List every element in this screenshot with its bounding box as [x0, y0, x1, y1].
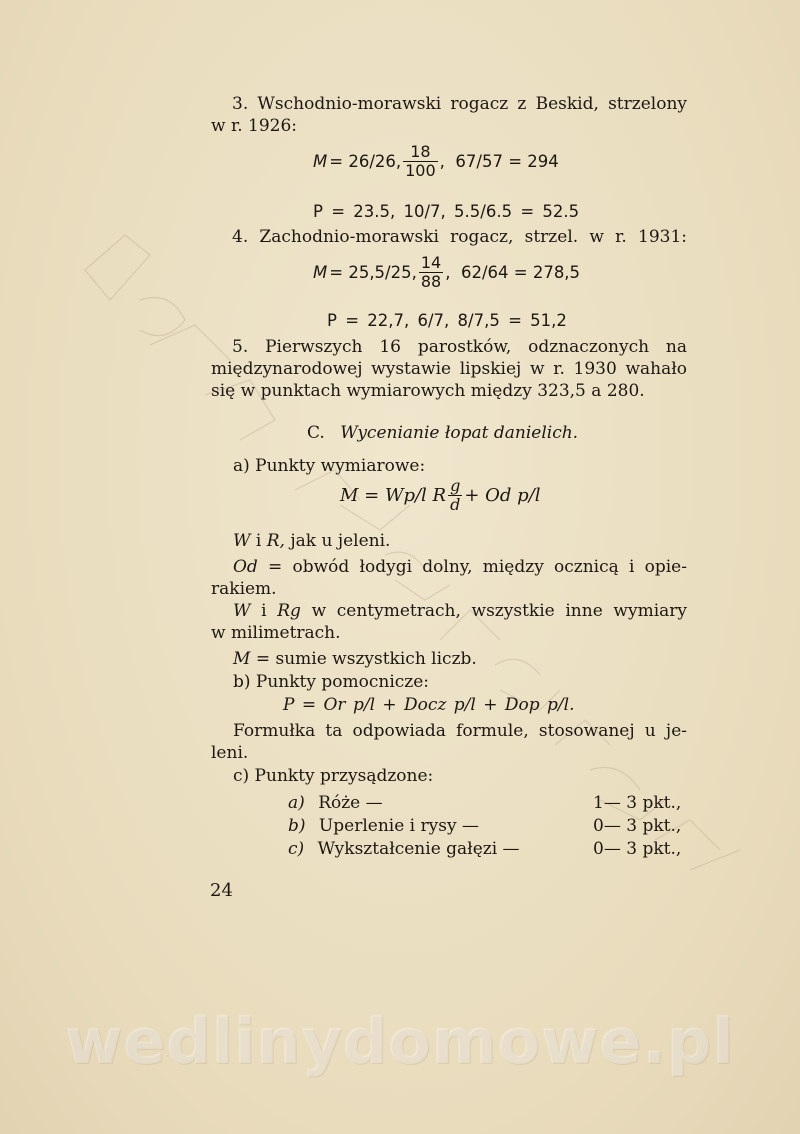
section4-m-formula	[313, 254, 580, 291]
section3-p-formula: P = 23.5, 10/7, 5.5/6.5 = 52.5	[313, 202, 580, 221]
item-label: Róże —	[318, 793, 383, 813]
section4-line1: 4. Zachodnio-morawski rogacz, strzel. w r. 1931:	[232, 227, 687, 247]
formulka-line2: leni.	[211, 743, 249, 763]
fraction-numerator: 18	[410, 142, 431, 161]
section-c-c-label: c) Punkty przysądzone:	[233, 766, 434, 786]
section-c-a-label: a) Punkty wymiarowe:	[233, 456, 426, 476]
m-rest: , 67/57 = 294	[439, 152, 559, 171]
connector-text: i	[250, 601, 278, 621]
var-r: R,	[266, 531, 285, 551]
heading-prefix: C.	[307, 423, 325, 443]
section-c-heading	[307, 422, 578, 444]
od-definition-line1	[233, 556, 687, 578]
section-c-b-formula: P = Or p/l + Docz p/l + Dop p/l.	[283, 695, 575, 715]
m-fraction	[403, 143, 438, 180]
fraction-denominator: 88	[420, 272, 442, 291]
fraction-denominator: d	[450, 495, 461, 514]
var-w: W	[233, 601, 251, 621]
connector-text: i	[250, 531, 267, 551]
formula-lhs: M = Wp/l R	[340, 485, 447, 506]
definition-text: = obwód łodygi dolny, między ocznicą i opie-	[257, 557, 687, 577]
section3-m-formula	[313, 143, 559, 180]
definition-text: jak u jeleni.	[284, 531, 391, 551]
var-m: M	[233, 649, 251, 669]
units-definition-line2: w milimetrach.	[211, 623, 341, 643]
formula-fraction	[448, 477, 462, 514]
item-letter: c)	[288, 839, 305, 859]
section3-line1: 3. Wschodnio-morawski rogacz z Beskid, strzelony	[232, 94, 687, 114]
item-label: Uperlenie i rysy —	[318, 816, 479, 836]
var-w: W	[233, 531, 251, 551]
m-eq: = 26/26,	[329, 152, 402, 171]
item-label: Wykształcenie gałęzi —	[317, 839, 520, 859]
item-letter: b)	[288, 816, 306, 836]
watermark: wedlinydomowe.pl	[65, 1005, 735, 1078]
section5-line1: 5. Pierwszych 16 parostków, odznaczonych na	[232, 337, 687, 357]
section4-p-formula: P = 22,7, 6/7, 8/7,5 = 51,2	[327, 311, 567, 330]
units-definition-line1	[233, 600, 687, 622]
heading-title: Wycenianie łopat danielich.	[340, 423, 579, 443]
fraction-numerator: g	[450, 476, 461, 495]
page-number: 24	[210, 880, 233, 901]
section-c-b-label: b) Punkty pomocnicze:	[233, 672, 430, 692]
list-item	[288, 792, 383, 814]
m-var: M	[313, 152, 328, 171]
section-c-main-formula	[340, 477, 540, 514]
item-points: 0— 3 pkt.,	[593, 816, 682, 836]
section3-line2: w r. 1926:	[211, 116, 298, 136]
fraction-numerator: 14	[420, 253, 442, 272]
item-points: 1— 3 pkt.,	[593, 793, 682, 813]
item-letter: a)	[288, 793, 305, 813]
list-item	[288, 838, 520, 860]
definition-text: w centymetrach, wszystkie inne wymiary	[300, 601, 687, 621]
m-fraction	[419, 254, 443, 291]
item-points: 0— 3 pkt.,	[593, 839, 682, 859]
od-definition-line2: rakiem.	[211, 579, 277, 599]
m-eq: = 25,5/25,	[329, 263, 417, 282]
wr-definition	[233, 530, 390, 552]
m-rest: , 62/64 = 278,5	[445, 263, 581, 282]
section5-line2: międzynarodowej wystawie lipskiej w r. 1930 wahało	[211, 359, 687, 379]
var-rg: Rg	[277, 601, 301, 621]
list-item	[288, 815, 479, 837]
m-definition	[233, 648, 477, 670]
formula-rest: + Od p/l	[464, 485, 541, 506]
formulka-line1: Formułka ta odpowiada formule, stosowanej u je-	[233, 721, 687, 741]
section5-line3: się w punktach wymiarowych między 323,5 a 280.	[211, 381, 645, 401]
fraction-denominator: 100	[405, 161, 436, 180]
var-od: Od	[233, 557, 258, 577]
m-var: M	[313, 263, 328, 282]
definition-text: = sumie wszystkich liczb.	[250, 649, 477, 669]
